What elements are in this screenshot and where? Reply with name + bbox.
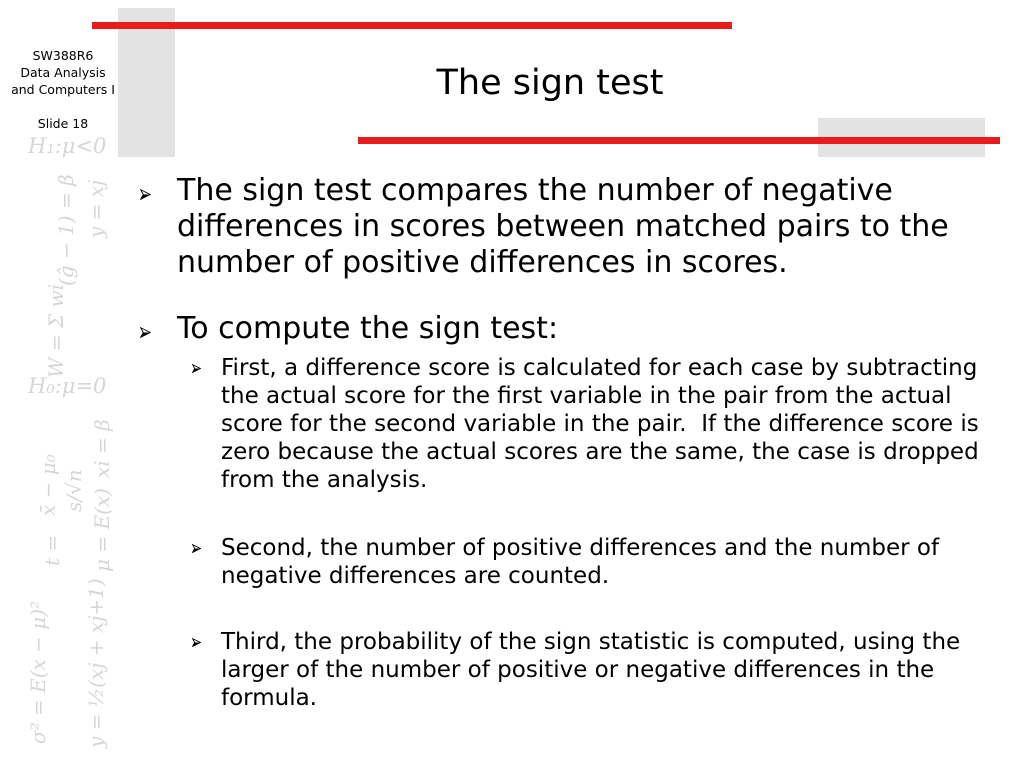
watermark-formula: W = Σ wi [44,283,68,378]
red-rule-top [92,22,732,29]
watermark-formula: H₀:μ=0 [28,374,107,398]
watermark-formula: y = xj [84,179,108,238]
slide-title: The sign test [436,63,664,103]
watermark-formula: H₁:μ<0 [28,134,107,158]
course-info [0,47,126,132]
bullet-text: To compute the sign test: [177,311,559,346]
sub-bullet-item [221,628,1011,712]
bullet-item [177,173,997,281]
watermark-formula: σ² = E(x − μ)² [26,600,50,744]
watermark-formula: x̄ − μ₀ [36,454,60,516]
watermark-formula: μ = E(x) [90,488,114,572]
sub-bullet-text: Third, the probability of the sign statistic is computed, using the larger of the number of positive or negative differences in the formula. [221,629,968,711]
course-name-line1: Data Analysis [20,65,106,80]
course-code: SW388R6 [32,48,94,63]
sub-bullet-text: Second, the number of positive differences and the number of negative differences are counted. [221,535,947,589]
arrow-bullet-icon [192,544,201,553]
sub-bullet-item [221,534,1011,590]
watermark-formula: (ĝ − 1) = β [54,174,78,286]
red-rule-bottom [358,137,1000,144]
watermark-formula: t = [40,534,64,566]
bullet-text: The sign test compares the number of negative differences in scores between matched pairs to the number of positive differences in scores. [177,173,959,280]
course-name-line2: and Computers I [11,82,115,97]
sub-bullet-item [221,354,1011,494]
arrow-bullet-icon [192,364,201,373]
slide-number: Slide 18 [37,116,89,131]
watermark-formula: y = ½(xj + xj+1) [84,578,108,748]
arrow-bullet-icon [192,638,201,647]
watermark-formula: xi = β [90,419,114,478]
watermark-formula: s/√n [62,469,86,512]
sub-bullet-text: First, a difference score is calculated for each case by subtracting the actual score for the first variable in the pair from the actual score for the second variable in the pair. If the difference score is zero because the actual scores are the same, the case is dropped from the analysis. [221,355,987,493]
gray-panel-left [118,8,175,157]
bullet-item [177,311,997,347]
arrow-bullet-icon [140,327,151,338]
arrow-bullet-icon [140,189,151,200]
